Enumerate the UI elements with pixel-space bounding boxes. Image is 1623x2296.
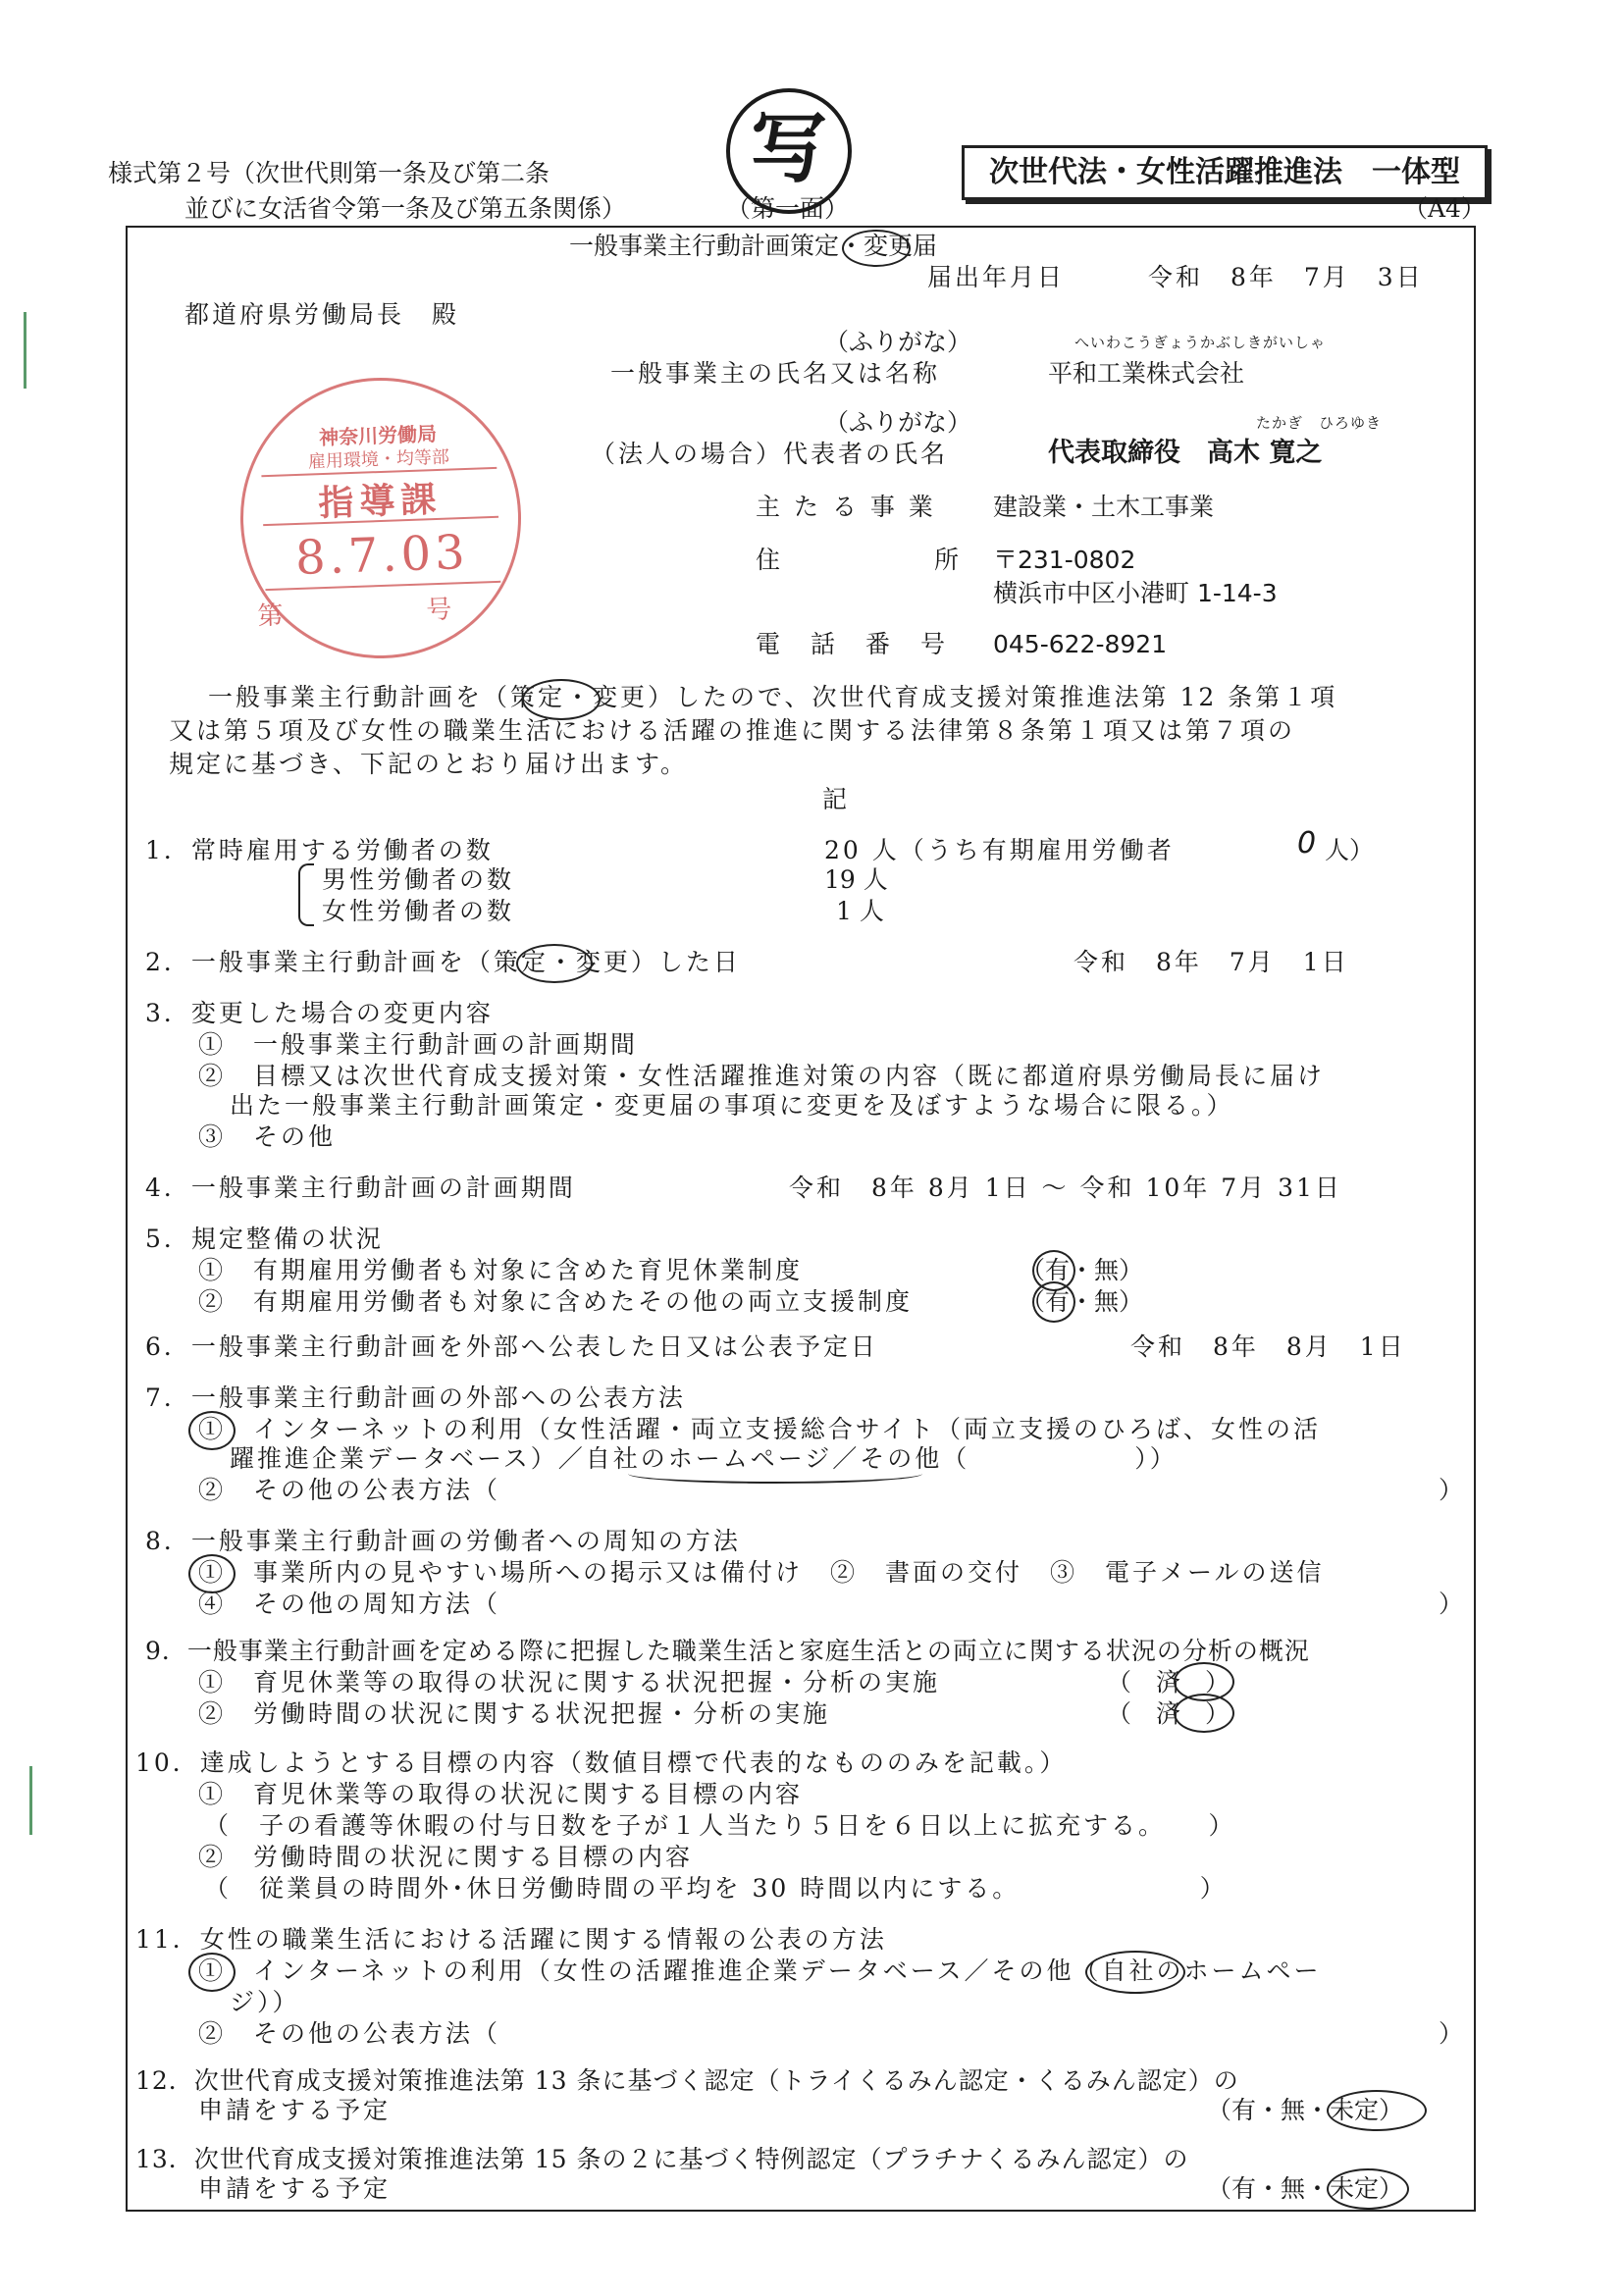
intro-line-1: 一般事業主行動計画を（策定・変更）したので、次世代育成支援対策推進法第 12 条第１項 bbox=[208, 683, 1338, 711]
submission-date-label: 届出年月日 bbox=[927, 263, 1066, 291]
tel-number: 045-622-8921 bbox=[993, 630, 1168, 658]
item10-option-1-text: （ 子の看護等休暇の付与日数を子が１人当たり５日を６日以上に拡充する。 ） bbox=[204, 1811, 1236, 1840]
item5-option-2: ② 有期雇用労働者も対象に含めたその他の両立支援制度 bbox=[198, 1287, 914, 1316]
item1-female-label: 女性労働者の数 bbox=[322, 897, 515, 925]
item11-option-1b: ジ）） bbox=[230, 1988, 300, 2016]
item1-bracket bbox=[298, 863, 314, 926]
page-side: （第一面） bbox=[726, 194, 850, 223]
rep-name: 代表取締役 高木 寛之 bbox=[1048, 438, 1323, 468]
item12-label: 12．次世代育成支援対策推進法第 13 条に基づく認定（トライくるみん認定・くるみん認定）の bbox=[135, 2066, 1239, 2095]
intro-line-2: 又は第５項及び女性の職業生活における活躍の推進に関する法律第８条第１項又は第７項の bbox=[169, 716, 1296, 745]
item13-label-2: 申請をする予定 bbox=[198, 2174, 392, 2203]
item4-label: 4．一般事業主行動計画の計画期間 bbox=[145, 1174, 576, 1202]
item9-option-1-value: （ 済 ） bbox=[1107, 1668, 1230, 1696]
submission-date: 令和 8年 7月 3日 bbox=[1148, 263, 1424, 291]
addressee: 都道府県労働局長 殿 bbox=[184, 300, 460, 329]
business-label: 主 た る 事 業 bbox=[756, 493, 936, 521]
company-furigana: へいわこうぎょうかぶしきがいしゃ bbox=[1074, 334, 1327, 351]
law-type-box: 次世代法・女性活躍推進法 一体型 bbox=[962, 145, 1488, 200]
item3-option-3: ③ その他 bbox=[198, 1122, 337, 1151]
item5-label: 5．規定整備の状況 bbox=[145, 1225, 384, 1253]
stamp-bureau: 神奈川労働局 bbox=[318, 421, 438, 450]
address-label-2: 所 bbox=[934, 546, 960, 574]
item9-option-2: ② 労働時間の状況に関する状況把握・分析の実施 bbox=[198, 1699, 831, 1728]
business-value: 建設業・土木工事業 bbox=[993, 493, 1215, 521]
item11-option-2: ② その他の公表方法（ bbox=[198, 2019, 501, 2048]
item4-period: 令和 8年 8月 1日 ～ 令和 10年 7月 31日 bbox=[789, 1174, 1342, 1202]
item5-option-1: ① 有期雇用労働者も対象に含めた育児休業制度 bbox=[198, 1256, 804, 1284]
item3-option-2b: 出た一般事業主行動計画策定・変更届の事項に変更を及ぼすような場合に限る。） bbox=[230, 1091, 1234, 1120]
item10-option-2-text: （ 従業員の時間外･休日労働時間の平均を 30 時間以内にする。 ） bbox=[204, 1874, 1228, 1903]
item1-value: 20 人（うち有期雇用労働者 bbox=[824, 836, 1175, 864]
item10-option-1: ① 育児休業等の取得の状況に関する目標の内容 bbox=[198, 1780, 804, 1808]
item9-label: 9．一般事業主行動計画を定める際に把握した職業生活と家庭生活との両立に関する状況の分析の概況 bbox=[145, 1637, 1310, 1665]
item8-option-1: ① 事業所内の見やすい場所への掲示又は備付け ② 書面の交付 ③ 電子メールの送信 bbox=[198, 1558, 1325, 1587]
company-name: 平和工業株式会社 bbox=[1048, 359, 1245, 388]
item7-option-2-end: ） bbox=[1439, 1476, 1464, 1504]
margin-mark-top bbox=[24, 312, 26, 389]
item7-option-1a: ① インターネットの利用（女性活躍・両立支援総合サイト（両立支援のひろば、女性の活 bbox=[198, 1415, 1322, 1443]
rep-name-label: （法人の場合）代表者の氏名 bbox=[591, 440, 949, 468]
form-number-line-1: 様式第２号（次世代則第一条及び第二条 bbox=[108, 159, 550, 187]
rep-furigana: たかぎ ひろゆき bbox=[1256, 414, 1383, 432]
stamp-date: 8.7.03 bbox=[294, 524, 470, 587]
item2-label: 2．一般事業主行動計画を（策定・変更）した日 bbox=[145, 948, 741, 976]
item6-date: 令和 8年 8月 1日 bbox=[1130, 1332, 1406, 1361]
item1-female-value: 1 人 bbox=[836, 897, 884, 925]
item5-option-1-value: （有・無） bbox=[1021, 1256, 1144, 1284]
item7-label: 7．一般事業主行動計画の外部への公表方法 bbox=[145, 1383, 686, 1412]
item8-option-4-end: ） bbox=[1439, 1590, 1464, 1618]
item10-option-2: ② 労働時間の状況に関する目標の内容 bbox=[198, 1843, 694, 1871]
item11-label: 11．女性の職業生活における活躍に関する情報の公表の方法 bbox=[135, 1925, 887, 1954]
item12-value: （有・無・未定） bbox=[1207, 2096, 1404, 2124]
item8-label: 8．一般事業主行動計画の労働者への周知の方法 bbox=[145, 1527, 741, 1555]
rep-furigana-label: （ふりがな） bbox=[824, 408, 972, 437]
item1-label: 1．常時雇用する労働者の数 bbox=[145, 836, 494, 864]
copy-seal: 写 bbox=[726, 88, 852, 214]
item11-option-2-end: ） bbox=[1439, 2019, 1464, 2048]
item7-option-2: ② その他の公表方法（ bbox=[198, 1476, 501, 1504]
item8-option-4: ④ その他の周知方法（ bbox=[198, 1590, 501, 1618]
paper-size: （A4） bbox=[1403, 194, 1486, 223]
item13-value: （有・無・未定） bbox=[1207, 2174, 1404, 2203]
item3-option-2a: ② 目標又は次世代育成支援対策・女性活躍推進対策の内容（既に都道府県労働局長に届け bbox=[198, 1062, 1326, 1090]
item5-option-2-value: （有・無） bbox=[1021, 1287, 1144, 1316]
postal-code: 〒231-0802 bbox=[993, 546, 1136, 574]
item10-label: 10．達成しようとする目標の内容（数値目標で代表的なもののみを記載。） bbox=[135, 1748, 1068, 1777]
item2-date: 令和 8年 7月 1日 bbox=[1073, 948, 1349, 976]
intro-line-3: 規定に基づき、下記のとおり届け出ます。 bbox=[169, 750, 689, 778]
item13-label: 13．次世代育成支援対策推進法第 15 条の２に基づく特例認定（プラチナくるみん認定）の bbox=[135, 2145, 1189, 2173]
item1-male-label: 男性労働者の数 bbox=[322, 865, 515, 894]
margin-mark-bottom bbox=[29, 1766, 32, 1835]
address: 横浜市中区小港町 1-14-3 bbox=[993, 579, 1278, 607]
form-number-line-2: 並びに女活省令第一条及び第五条関係） bbox=[184, 194, 627, 223]
item9-option-2-value: （ 済 ） bbox=[1107, 1699, 1230, 1728]
company-name-label: 一般事業主の氏名又は名称 bbox=[610, 359, 941, 388]
item3-option-1: ① 一般事業主行動計画の計画期間 bbox=[198, 1030, 639, 1059]
item6-label: 6．一般事業主行動計画を外部へ公表した日又は公表予定日 bbox=[145, 1332, 878, 1361]
name-furigana-label: （ふりがな） bbox=[824, 328, 972, 356]
own-homepage-underline bbox=[628, 1464, 922, 1484]
item1-fixed-term-count: 0 bbox=[1297, 826, 1317, 861]
stamp-section: 指導課 bbox=[317, 478, 444, 525]
item7-option-1b: 躍推進企業データベース）／自社のホームページ／その他（ ）） bbox=[230, 1444, 1178, 1473]
item9-option-1: ① 育児休業等の取得の状況に関する状況把握・分析の実施 bbox=[198, 1668, 941, 1696]
stamp-number: 第 号 bbox=[256, 593, 511, 632]
stamp-department: 雇用環境・均等部 bbox=[307, 446, 450, 473]
item1-male-value: 19 人 bbox=[824, 865, 888, 894]
item11-option-1a: ① インターネットの利用（女性の活躍推進企業データベース／その他（自社のホームペー bbox=[198, 1957, 1322, 1985]
address-label-1: 住 bbox=[756, 546, 781, 574]
tel-label: 電 話 番 号 bbox=[756, 630, 949, 658]
item3-label: 3．変更した場合の変更内容 bbox=[145, 999, 494, 1027]
ki-heading: 記 bbox=[822, 785, 848, 813]
document-title: 一般事業主行動計画策定・変更届 bbox=[569, 232, 938, 260]
item12-label-2: 申請をする予定 bbox=[198, 2096, 392, 2124]
item1-fixed-term-unit: 人） bbox=[1325, 836, 1375, 864]
